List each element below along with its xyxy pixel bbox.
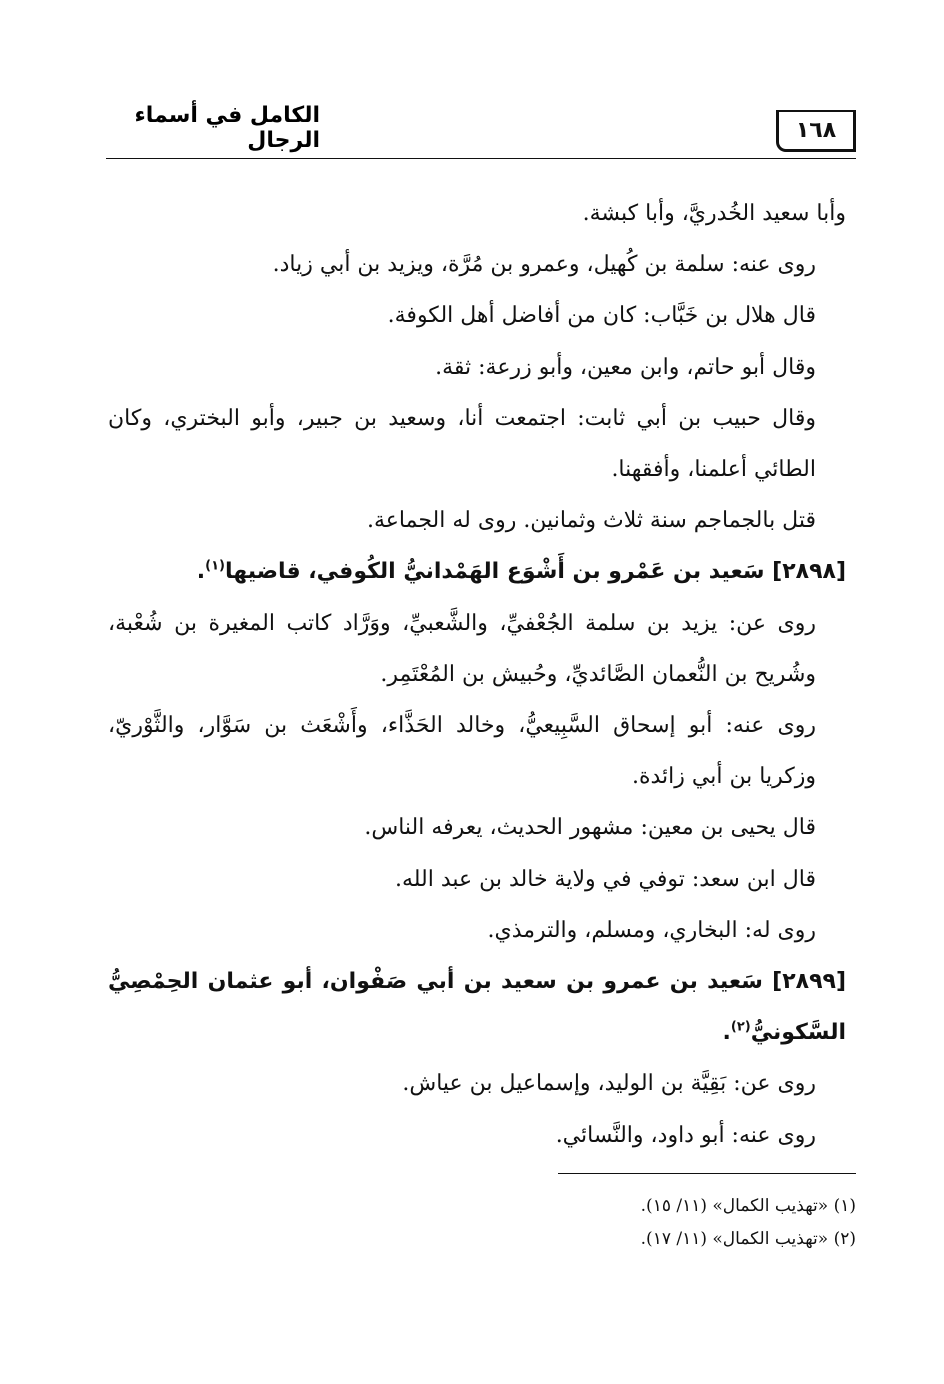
- heading-period: .: [196, 559, 206, 585]
- footnote-ref[interactable]: (١): [205, 559, 225, 575]
- paragraph: وقال أبو حاتم، وابن معين، وأبو زرعة: ثقة.: [435, 354, 816, 380]
- entry-heading-text: [٢٨٩٩] سَعيد بن عمرو بن سعيد بن أبي صَفْوان، أبو عثمان الحِمْصِيُّ السَّكونيُّ: [108, 969, 846, 1046]
- header-rule: [106, 158, 856, 159]
- paragraph: روى عنه: أبو إسحاق السَّبِيعيُّ، وخالد الحَذَّاء، وأَشْعَث بن سَوَّار، والثَّوْريّ، وزكريا بن أبي زائدة.: [108, 713, 816, 790]
- page-number: ١٦٨: [776, 110, 856, 152]
- paragraph: وقال حبيب بن أبي ثابت: اجتمعت أنا، وسعيد بن جبير، وأبو البختري، وكان الطائي أعلمنا، وأفقهنا.: [108, 405, 816, 483]
- paragraph: روى عنه: أبو داود، والنَّسائي.: [555, 1122, 816, 1148]
- paragraph: قال يحيى بن معين: مشهور الحديث، يعرفه الناس.: [364, 815, 816, 841]
- paragraph: قتل بالجماجم سنة ثلاث وثمانين. روى له الجماعة.: [367, 508, 816, 534]
- page-body: [108, 188, 846, 1161]
- paragraph: روى عنه: سلمة بن كُهيل، وعمرو بن مُرَّة، ويزيد بن أبي زياد.: [272, 252, 816, 278]
- paragraph: روى عن: يزيد بن سلمة الجُعْفيِّ، والشَّعبيِّ، ووَرَّاد كاتب المغيرة بن شُعْبة، وشُريح بن النُّعمان الصَّائديِّ، وحُبيش بن المُعْتَمِر.: [108, 610, 816, 687]
- paragraph: وأبا سعيد الخُدريَّ، وأبا كبشة.: [582, 201, 846, 226]
- footnote-ref[interactable]: (٢): [730, 1019, 751, 1035]
- entry-heading-2898: [108, 546, 846, 597]
- entry-heading-text: [٢٨٩٨] سَعيد بن عَمْرو بن أَشْوَع الهَمْدانيُّ الكُوفي، قاضيها: [224, 559, 846, 585]
- footnote-rule: [558, 1173, 856, 1174]
- paragraph: روى له: البخاري، ومسلم، والترمذي.: [487, 917, 816, 943]
- paragraph: روى عن: بَقِيَّة بن الوليد، وإسماعيل بن عياش.: [402, 1071, 816, 1097]
- book-title: الكامل في أسماء الرجال: [134, 103, 320, 153]
- heading-period: .: [722, 1020, 731, 1046]
- paragraph: قال ابن سعد: توفي في ولاية خالد بن عبد الله.: [394, 866, 816, 892]
- page-header: [106, 96, 856, 162]
- paragraph: قال هلال بن خَبَّاب: كان من أفاضل أهل الكوفة.: [387, 303, 816, 329]
- footnote-1: (١) «تهذيب الكمال» (١١/ ١٥).: [640, 1196, 856, 1216]
- footnotes: [356, 1190, 856, 1256]
- entry-heading-2899: [108, 956, 846, 1058]
- footnote-2: (٢) «تهذيب الكمال» (١١/ ١٧).: [640, 1229, 856, 1249]
